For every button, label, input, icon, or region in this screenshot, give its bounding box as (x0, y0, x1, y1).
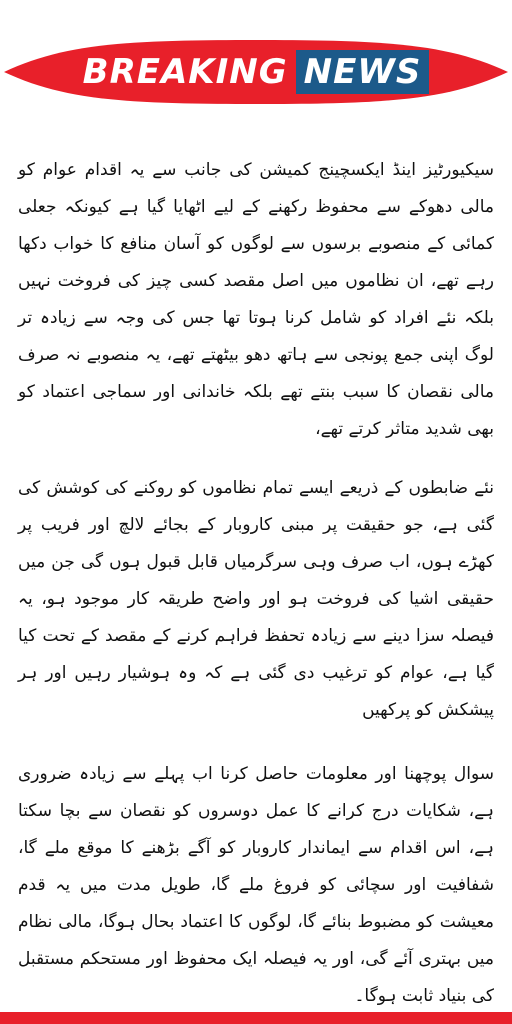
article-body (18, 152, 494, 1006)
article-paragraph-1: سیکیورٹیز اینڈ ایکسچینج کمیشن کی جانب سے یہ اقدام عوام کو مالی دھوکے سے محفوظ رکھنے کے لیے اٹھایا گیا ہے کیونکہ جعلی کمائی کے منصوبے برسوں سے لوگوں کو آسان منافع کا خواب دکھا رہے تھے، ان نظاموں میں اصل مقصد کسی چیز کی فروخت نہیں بلکہ نئے افراد کو شامل کرنا ہوتا تھا جس کی وجہ سے زیادہ تر لوگ اپنی جمع پونجی سے ہاتھ دھو بیٹھتے تھے، یہ منصوبے نہ صرف مالی نقصان کا سبب بنتے تھے بلکہ خاندانی اور سماجی اعتماد کو بھی شدید متاثر کرتے تھے، (18, 160, 494, 439)
breaking-news-banner (4, 40, 508, 104)
banner-word-news: NEWS (303, 52, 422, 92)
banner-news-box (296, 50, 430, 94)
article-paragraph-3: سوال پوچھنا اور معلومات حاصل کرنا اب پہلے سے زیادہ ضروری ہے، شکایات درج کرانے کا عمل دوسروں کو نقصان سے بچا سکتا ہے، اس اقدام سے ایماندار کاروبار کو آگے بڑھنے کا موقع ملے گا، شفافیت اور سچائی کو فروغ ملے گا، طویل مدت میں یہ قدم معیشت کو مضبوط بنائے گا، لوگوں کا اعتماد بحال ہوگا، مالی نظام میں بہتری آئے گی، اور یہ فیصلہ ایک محفوظ اور مستحکم مستقبل کی بنیاد ثابت ہوگا۔ (18, 764, 494, 1006)
banner-word-breaking: BREAKING (82, 52, 288, 92)
article-paragraph-2: نئے ضابطوں کے ذریعے ایسے تمام نظاموں کو روکنے کی کوشش کی گئی ہے، جو حقیقت پر مبنی کاروبار کے بجائے لالچ اور فریب پر کھڑے ہوں، اب صرف وہی سرگرمیاں قابل قبول ہوں گی جن میں حقیقی اشیا کی فروخت ہو اور واضح طریقہ کار موجود ہو، یہ فیصلہ سزا دینے سے زیادہ تحفظ فراہم کرنے کے مقصد کے تحت کیا گیا ہے، عوام کو ترغیب دی گئی ہے کہ وہ ہوشیار رہیں اور ہر پیشکش کو پرکھیں (18, 478, 494, 720)
bottom-red-bar (0, 1012, 512, 1024)
banner-title (4, 40, 508, 104)
